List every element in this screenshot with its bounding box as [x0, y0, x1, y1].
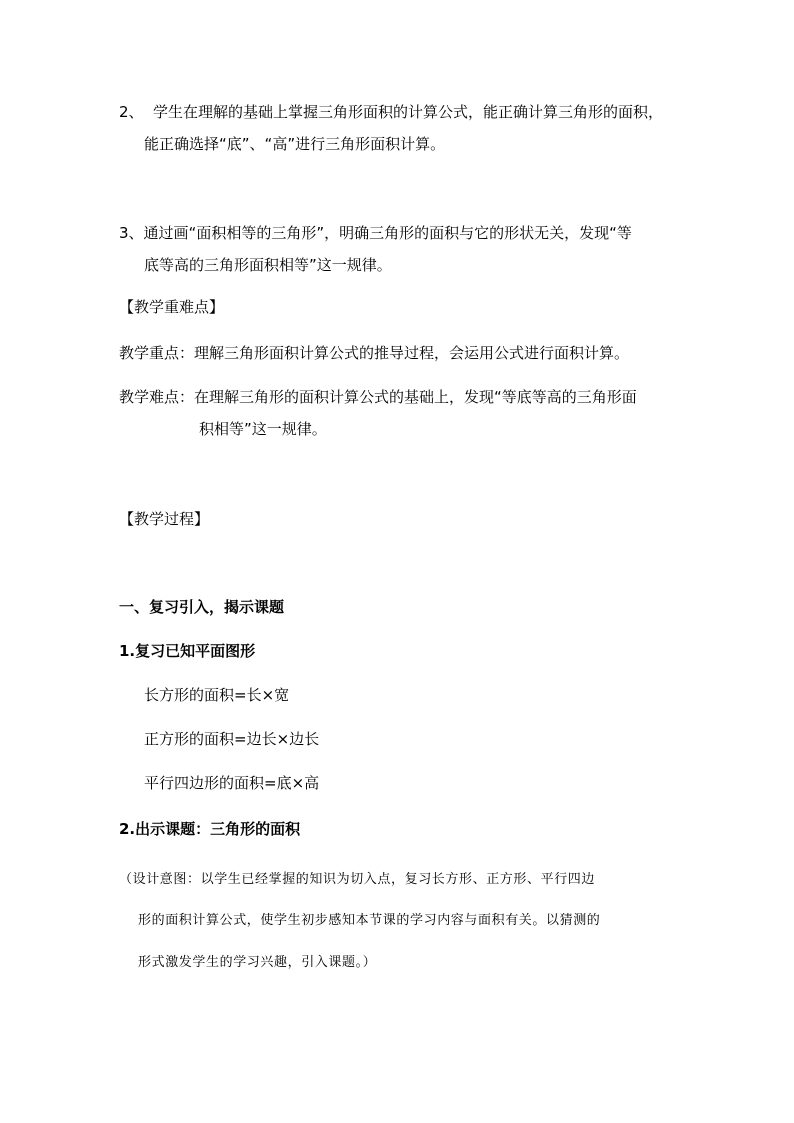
design-note-line-2: 形的面积计算公式，使学生初步感知本节课的学习内容与面积有关。以猜测的 [138, 913, 601, 928]
formula-rectangle: 长方形的面积=长×宽 [144, 686, 290, 704]
formula-parallelogram: 平行四边形的面积=底×高 [144, 774, 320, 792]
key-points-heading: 【教学重难点】 [119, 298, 225, 316]
step-2-title: 2.出示课题：三角形的面积 [119, 820, 301, 838]
step-1-title: 1.复习已知平面图形 [119, 642, 256, 660]
objective-3-line-1: 3、通过画“面积相等的三角形”，明确三角形的面积与它的形状无关，发现“等 [119, 224, 632, 242]
objective-2-number: 2、 [119, 103, 144, 121]
objective-2-line-1: 学生在理解的基础上掌握三角形面积的计算公式，能正确计算三角形的面积， [153, 103, 664, 121]
formula-square: 正方形的面积=边长×边长 [144, 730, 320, 748]
section-1-title: 一、复习引入，揭示课题 [119, 598, 285, 616]
design-note-line-3: 形式激发学生的学习兴趣，引入课题。） [138, 955, 377, 970]
objective-3-line-2: 底等高的三角形面积相等”这一规律。 [144, 256, 392, 274]
teaching-focus: 教学重点：理解三角形面积计算公式的推导过程，会运用公式进行面积计算。 [119, 344, 630, 362]
design-note-line-1: （设计意图：以学生已经掌握的知识为切入点，复习长方形、正方形、平行四边 [119, 872, 596, 887]
objective-2-line-2: 能正确选择“底”、“高”进行三角形面积计算。 [144, 135, 446, 153]
teaching-difficulty-line-1: 教学难点：在理解三角形的面积计算公式的基础上，发现“等底等高的三角形面 [119, 388, 637, 406]
teaching-difficulty-line-2: 积相等”这一规律。 [199, 420, 327, 438]
teaching-process-heading: 【教学过程】 [119, 510, 210, 528]
